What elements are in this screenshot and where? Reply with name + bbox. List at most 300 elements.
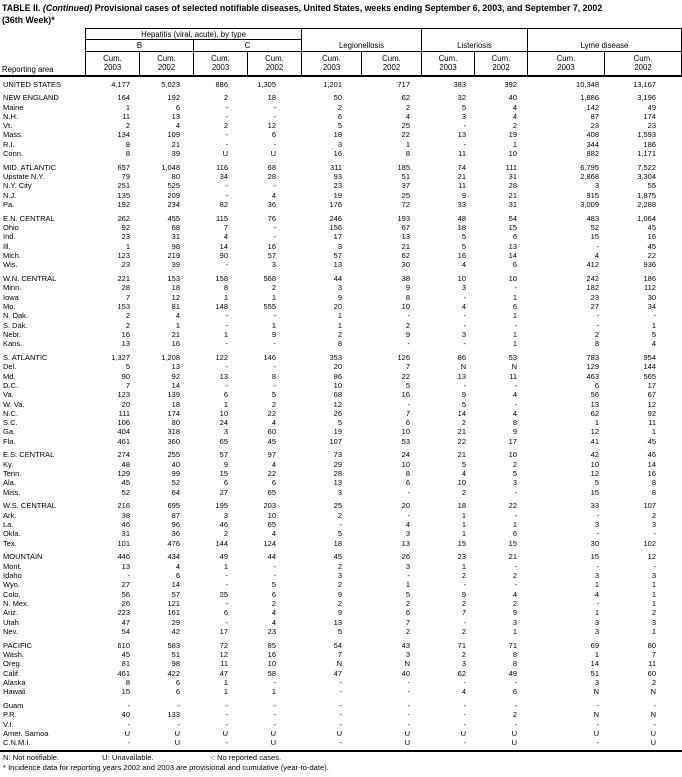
value-cell: - [463, 710, 466, 720]
value-cell: 1,305 [257, 79, 276, 89]
value-cell: 27 [590, 302, 599, 312]
value-cell: 30 [647, 292, 656, 302]
value-cell: 13 [333, 260, 342, 270]
value-cell: 13 [590, 399, 599, 409]
table-row [0, 409, 682, 418]
value-cell: 31 [171, 232, 180, 242]
reporting-area-cell: Vt. [3, 121, 13, 131]
value-cell: 5 [405, 589, 410, 599]
value-cell: 13 [171, 111, 180, 121]
value-cell: 17 [219, 626, 228, 636]
value-cell: 124 [263, 538, 276, 548]
value-cell: 23 [457, 552, 466, 562]
value-cell: 80 [647, 640, 656, 650]
value-cell: 8 [405, 149, 410, 159]
value-cell: 5 [594, 478, 599, 488]
value-cell: 64 [171, 487, 180, 497]
value-cell: 186 [643, 139, 656, 149]
value-cell: 40 [121, 710, 130, 720]
value-cell: 1,064 [637, 213, 656, 223]
value-cell: 610 [117, 640, 130, 650]
table-row [0, 200, 682, 209]
value-cell: U [270, 728, 276, 738]
value-cell: 50 [333, 93, 342, 103]
value-cell: - [463, 121, 466, 131]
value-cell: - [653, 719, 656, 729]
value-cell: 11 [458, 181, 466, 191]
cum-year-header: Cum. 2002 [248, 52, 302, 75]
value-cell: 434 [167, 552, 180, 562]
value-cell: 8 [512, 418, 517, 428]
value-cell: 2 [405, 598, 410, 608]
value-cell: 51 [590, 668, 599, 678]
value-cell: 57 [171, 589, 180, 599]
value-cell: 16 [401, 390, 410, 400]
value-cell: 2 [461, 571, 466, 581]
value-cell: 96 [171, 520, 180, 530]
value-cell: 67 [401, 223, 410, 233]
value-cell: - [463, 311, 466, 321]
value-cell: 657 [117, 162, 130, 172]
value-cell: 4 [175, 121, 180, 131]
value-cell: 62 [401, 93, 410, 103]
value-cell: 4 [461, 687, 466, 697]
value-cell: 41 [590, 436, 599, 446]
value-cell: 47 [333, 668, 342, 678]
value-cell: 22 [401, 130, 410, 140]
value-cell: 476 [167, 538, 180, 548]
value-cell: 2 [337, 580, 342, 590]
value-cell: U [270, 738, 276, 748]
value-cell: 46 [219, 520, 228, 530]
reporting-area-cell: Nev. [3, 626, 18, 636]
value-cell: 8 [651, 487, 656, 497]
value-cell: 1,593 [637, 130, 656, 140]
value-cell: 13 [171, 362, 180, 372]
value-cell: - [653, 700, 656, 710]
value-cell: 92 [121, 223, 130, 233]
value-cell: U [511, 728, 517, 738]
value-cell: 19 [508, 130, 517, 140]
value-cell: - [407, 311, 410, 321]
value-cell: 9 [461, 190, 466, 200]
value-cell: 1 [651, 589, 656, 599]
value-cell: 4 [512, 589, 517, 599]
value-cell: 8 [125, 149, 130, 159]
table-row [0, 539, 682, 548]
value-cell: 80 [171, 418, 180, 428]
value-cell: - [514, 700, 517, 710]
cum-year-header: Cum. 2002 [605, 52, 682, 75]
table-row [0, 552, 682, 561]
cum-year-header: Cum. 2003 [528, 52, 605, 75]
value-cell: 13 [219, 371, 228, 381]
table-row [0, 362, 682, 371]
value-cell: - [225, 320, 228, 330]
table-title-continued: (Continued) [42, 3, 93, 13]
value-cell: 6 [512, 529, 517, 539]
value-cell: 583 [167, 640, 180, 650]
value-cell: 783 [586, 353, 599, 363]
value-cell: 52 [121, 487, 130, 497]
value-cell: 8 [651, 478, 656, 488]
value-cell: 17 [333, 232, 342, 242]
cum-year-header: Cum. 2003 [194, 52, 248, 75]
value-cell: - [339, 719, 342, 729]
value-cell: 2 [337, 510, 342, 520]
value-cell: 3 [405, 529, 410, 539]
value-cell: 74 [457, 162, 466, 172]
footnote-asterisk: * Incidence data for reporting years 2002 and 2003 are provisional and cumulative (year-to-date). [3, 762, 329, 772]
value-cell: - [225, 311, 228, 321]
value-cell: 129 [586, 362, 599, 372]
value-cell: 49 [508, 668, 517, 678]
value-cell: 6 [512, 687, 517, 697]
value-cell: 10 [508, 450, 517, 460]
value-cell: 44 [267, 552, 276, 562]
reporting-area-cell: Oreg. [3, 659, 22, 669]
value-cell: 6 [175, 677, 180, 687]
table-row [0, 501, 682, 510]
value-cell: 6,795 [580, 162, 599, 172]
value-cell: 21 [508, 552, 517, 562]
value-cell: 24 [401, 450, 410, 460]
value-cell: 45 [121, 478, 130, 488]
value-cell: 23 [121, 232, 130, 242]
value-cell: 11 [458, 149, 466, 159]
value-cell: 176 [329, 200, 342, 210]
table-section [0, 501, 682, 547]
value-cell: 7 [651, 649, 656, 659]
value-cell: 33 [590, 501, 599, 511]
value-cell: 102 [643, 538, 656, 548]
value-cell: 4,177 [111, 79, 130, 89]
value-cell: 1 [223, 329, 228, 339]
value-cell: 58 [267, 668, 276, 678]
value-cell: 53 [508, 353, 517, 363]
value-cell: - [514, 677, 517, 687]
value-cell: 16 [647, 232, 656, 242]
value-cell: 23 [647, 121, 656, 131]
value-cell: 19 [333, 427, 342, 437]
value-cell: - [127, 738, 130, 748]
value-cell: 68 [171, 223, 180, 233]
value-cell: 4 [651, 339, 656, 349]
value-cell: 144 [643, 362, 656, 372]
value-cell: 13 [121, 561, 130, 571]
table-row [0, 112, 682, 121]
value-cell: 234 [167, 200, 180, 210]
value-cell: 1 [651, 598, 656, 608]
value-cell: 72 [401, 200, 410, 210]
reporting-area-cell: Del. [3, 362, 17, 372]
value-cell: - [339, 700, 342, 710]
value-cell: 5,023 [161, 79, 180, 89]
value-cell: 318 [167, 427, 180, 437]
value-cell: 52 [590, 223, 599, 233]
value-cell: 3 [461, 659, 466, 669]
value-cell: 62 [590, 408, 599, 418]
value-cell: 71 [508, 640, 517, 650]
table-row [0, 488, 682, 497]
value-cell: U [174, 728, 180, 738]
table-row [0, 511, 682, 520]
value-cell: - [463, 580, 466, 590]
value-cell: - [653, 529, 656, 539]
value-cell: U [650, 738, 656, 748]
value-cell: 7 [461, 608, 466, 618]
table-row [0, 478, 682, 487]
value-cell: 23 [590, 121, 599, 131]
value-cell: 3 [405, 561, 410, 571]
value-cell: 18 [171, 283, 180, 293]
value-cell: 209 [167, 190, 180, 200]
value-cell: 17 [508, 436, 517, 446]
value-cell: - [339, 687, 342, 697]
value-cell: 4 [405, 111, 410, 121]
value-cell: 99 [171, 469, 180, 479]
hepatitis-group-header: Hepatitis (viral, acute), by type [86, 28, 302, 40]
table-row [0, 460, 682, 469]
reporting-area-cell: Minn. [3, 283, 22, 293]
value-cell: 2 [405, 102, 410, 112]
value-cell: 55 [647, 181, 656, 191]
value-cell: 185 [397, 162, 410, 172]
value-cell: 203 [263, 501, 276, 511]
footnote-n: N: Not notifiable. [3, 753, 60, 763]
value-cell: 122 [215, 353, 228, 363]
value-cell: 18 [333, 538, 342, 548]
value-cell: 6 [175, 571, 180, 581]
table-row [0, 80, 682, 89]
value-cell: 6 [594, 380, 599, 390]
value-cell: 9 [405, 329, 410, 339]
value-cell: 14 [171, 380, 180, 390]
value-cell: 8 [405, 292, 410, 302]
value-cell: - [514, 283, 517, 293]
value-cell: 255 [167, 450, 180, 460]
value-cell: 14 [171, 580, 180, 590]
value-cell: 51 [401, 172, 410, 182]
table-row [0, 608, 682, 617]
value-cell: 1,171 [637, 149, 656, 159]
reporting-area-cell: Ala. [3, 478, 16, 488]
value-cell: 1 [461, 520, 466, 530]
value-cell: 1 [461, 561, 466, 571]
value-cell: 37 [401, 181, 410, 191]
value-cell: 45 [121, 649, 130, 659]
value-cell: 1 [223, 687, 228, 697]
value-cell: 10 [401, 427, 410, 437]
table-row [0, 650, 682, 659]
value-cell: 164 [117, 93, 130, 103]
table-row [0, 283, 682, 292]
value-cell: 73 [333, 450, 342, 460]
value-cell: 10 [219, 408, 228, 418]
value-cell: 461 [117, 436, 130, 446]
value-cell: 18 [457, 223, 466, 233]
value-cell: 15 [590, 487, 599, 497]
reporting-area-cell: Ga. [3, 427, 16, 437]
value-cell: 1 [512, 626, 517, 636]
value-cell: 40 [508, 93, 517, 103]
value-cell: - [273, 677, 276, 687]
value-cell: 2 [125, 311, 130, 321]
table-title-week: (36th Week)* [2, 14, 55, 25]
value-cell: 5 [337, 529, 342, 539]
value-cell: 107 [643, 501, 656, 511]
value-cell: 3 [223, 510, 228, 520]
value-cell: 52 [171, 478, 180, 488]
value-cell: 5 [271, 390, 276, 400]
value-cell: 26 [333, 408, 342, 418]
value-cell: 555 [263, 302, 276, 312]
value-cell: 20 [401, 501, 410, 511]
value-cell: 3 [651, 571, 656, 581]
value-cell: 16 [267, 241, 276, 251]
value-cell: - [273, 362, 276, 372]
table-row [0, 191, 682, 200]
value-cell: 216 [117, 501, 130, 511]
value-cell: 6 [512, 302, 517, 312]
value-cell: 1 [512, 520, 517, 530]
reporting-area-cell: Mont. [3, 561, 22, 571]
value-cell: 32 [457, 93, 466, 103]
reporting-area-cell: Amer. Samoa [3, 728, 49, 738]
value-cell: 1 [405, 580, 410, 590]
table-section [0, 450, 682, 496]
value-cell: 4 [461, 302, 466, 312]
value-cell: - [273, 700, 276, 710]
value-cell: - [225, 719, 228, 729]
value-cell: U [650, 728, 656, 738]
value-cell: 936 [643, 260, 656, 270]
value-cell: 48 [457, 213, 466, 223]
reporting-area-cell: N.Y. City [3, 181, 32, 191]
table-row [0, 590, 682, 599]
value-cell: U [336, 728, 342, 738]
value-cell: 158 [215, 274, 228, 284]
reporting-area-cell: N. Mex. [3, 598, 29, 608]
value-cell: 2 [651, 608, 656, 618]
value-cell: 21 [457, 172, 466, 182]
table-row [0, 274, 682, 283]
table-body [0, 80, 682, 748]
value-cell: 461 [117, 668, 130, 678]
value-cell: 1 [223, 292, 228, 302]
value-cell: 1 [512, 311, 517, 321]
value-cell: 44 [333, 274, 342, 284]
value-cell: 11 [122, 111, 130, 121]
value-cell: 71 [457, 640, 466, 650]
value-cell: 182 [586, 283, 599, 293]
footnote-dash: -: No reported cases. [210, 753, 282, 763]
reporting-area-cell: E.N. CENTRAL [3, 213, 55, 223]
value-cell: - [225, 700, 228, 710]
value-cell: 5 [512, 469, 517, 479]
value-cell: 13 [121, 339, 130, 349]
value-cell: 174 [643, 111, 656, 121]
value-cell: 2 [337, 329, 342, 339]
reporting-area-cell: Wis. [3, 260, 18, 270]
value-cell: 27 [219, 487, 228, 497]
table-section [0, 274, 682, 348]
value-cell: 24 [219, 418, 228, 428]
value-cell: 16 [647, 469, 656, 479]
value-cell: 79 [121, 172, 130, 182]
table-row [0, 580, 682, 589]
value-cell: 1 [405, 139, 410, 149]
value-cell: 1 [337, 320, 342, 330]
value-cell: - [514, 510, 517, 520]
table-row [0, 390, 682, 399]
reporting-area-cell: Alaska [3, 677, 26, 687]
value-cell: 311 [330, 162, 342, 172]
value-cell: 6 [405, 478, 410, 488]
table-row [0, 520, 682, 529]
value-cell: 16 [457, 251, 466, 261]
value-cell: 107 [329, 436, 342, 446]
value-cell: 1 [271, 687, 276, 697]
value-cell: 219 [167, 251, 180, 261]
value-cell: 12 [590, 469, 599, 479]
value-cell: - [339, 677, 342, 687]
value-cell: 8 [512, 659, 517, 669]
value-cell: - [514, 580, 517, 590]
value-cell: 412 [586, 260, 599, 270]
value-cell: 121 [167, 598, 180, 608]
table-row [0, 214, 682, 223]
hepatitis-b-header: B [86, 40, 194, 52]
reporting-area-cell: V.I. [3, 719, 14, 729]
value-cell: 6 [271, 478, 276, 488]
reporting-area-cell: Mich. [3, 251, 21, 261]
value-cell: 1 [512, 339, 517, 349]
table-section [0, 93, 682, 158]
value-cell: - [407, 487, 410, 497]
value-cell: 54 [121, 626, 130, 636]
value-cell: 23 [121, 260, 130, 270]
value-cell: 126 [397, 353, 410, 363]
value-cell: - [596, 738, 599, 748]
value-cell: 695 [167, 501, 180, 511]
table-row [0, 400, 682, 409]
reporting-area-cell: S. Dak. [3, 320, 28, 330]
value-cell: 65 [219, 436, 228, 446]
value-cell: 10 [457, 274, 466, 284]
value-cell: 13 [401, 232, 410, 242]
value-cell: 9 [405, 283, 410, 293]
footnote-u: U: Unavailable. [102, 753, 154, 763]
value-cell: U [174, 738, 180, 748]
value-cell: 3 [594, 520, 599, 530]
value-cell: 6 [337, 111, 342, 121]
value-cell: 1,327 [111, 353, 130, 363]
value-cell: 221 [117, 274, 130, 284]
value-cell: 2 [461, 626, 466, 636]
value-cell: 86 [457, 353, 466, 363]
value-cell: 7 [125, 380, 130, 390]
value-cell: 6 [223, 390, 228, 400]
value-cell: - [273, 111, 276, 121]
value-cell: 2 [461, 418, 466, 428]
value-cell: 81 [171, 302, 180, 312]
table-row [0, 627, 682, 636]
value-cell: 174 [167, 408, 180, 418]
value-cell: 5 [337, 626, 342, 636]
value-cell: 5 [461, 102, 466, 112]
value-cell: 4 [223, 232, 228, 242]
